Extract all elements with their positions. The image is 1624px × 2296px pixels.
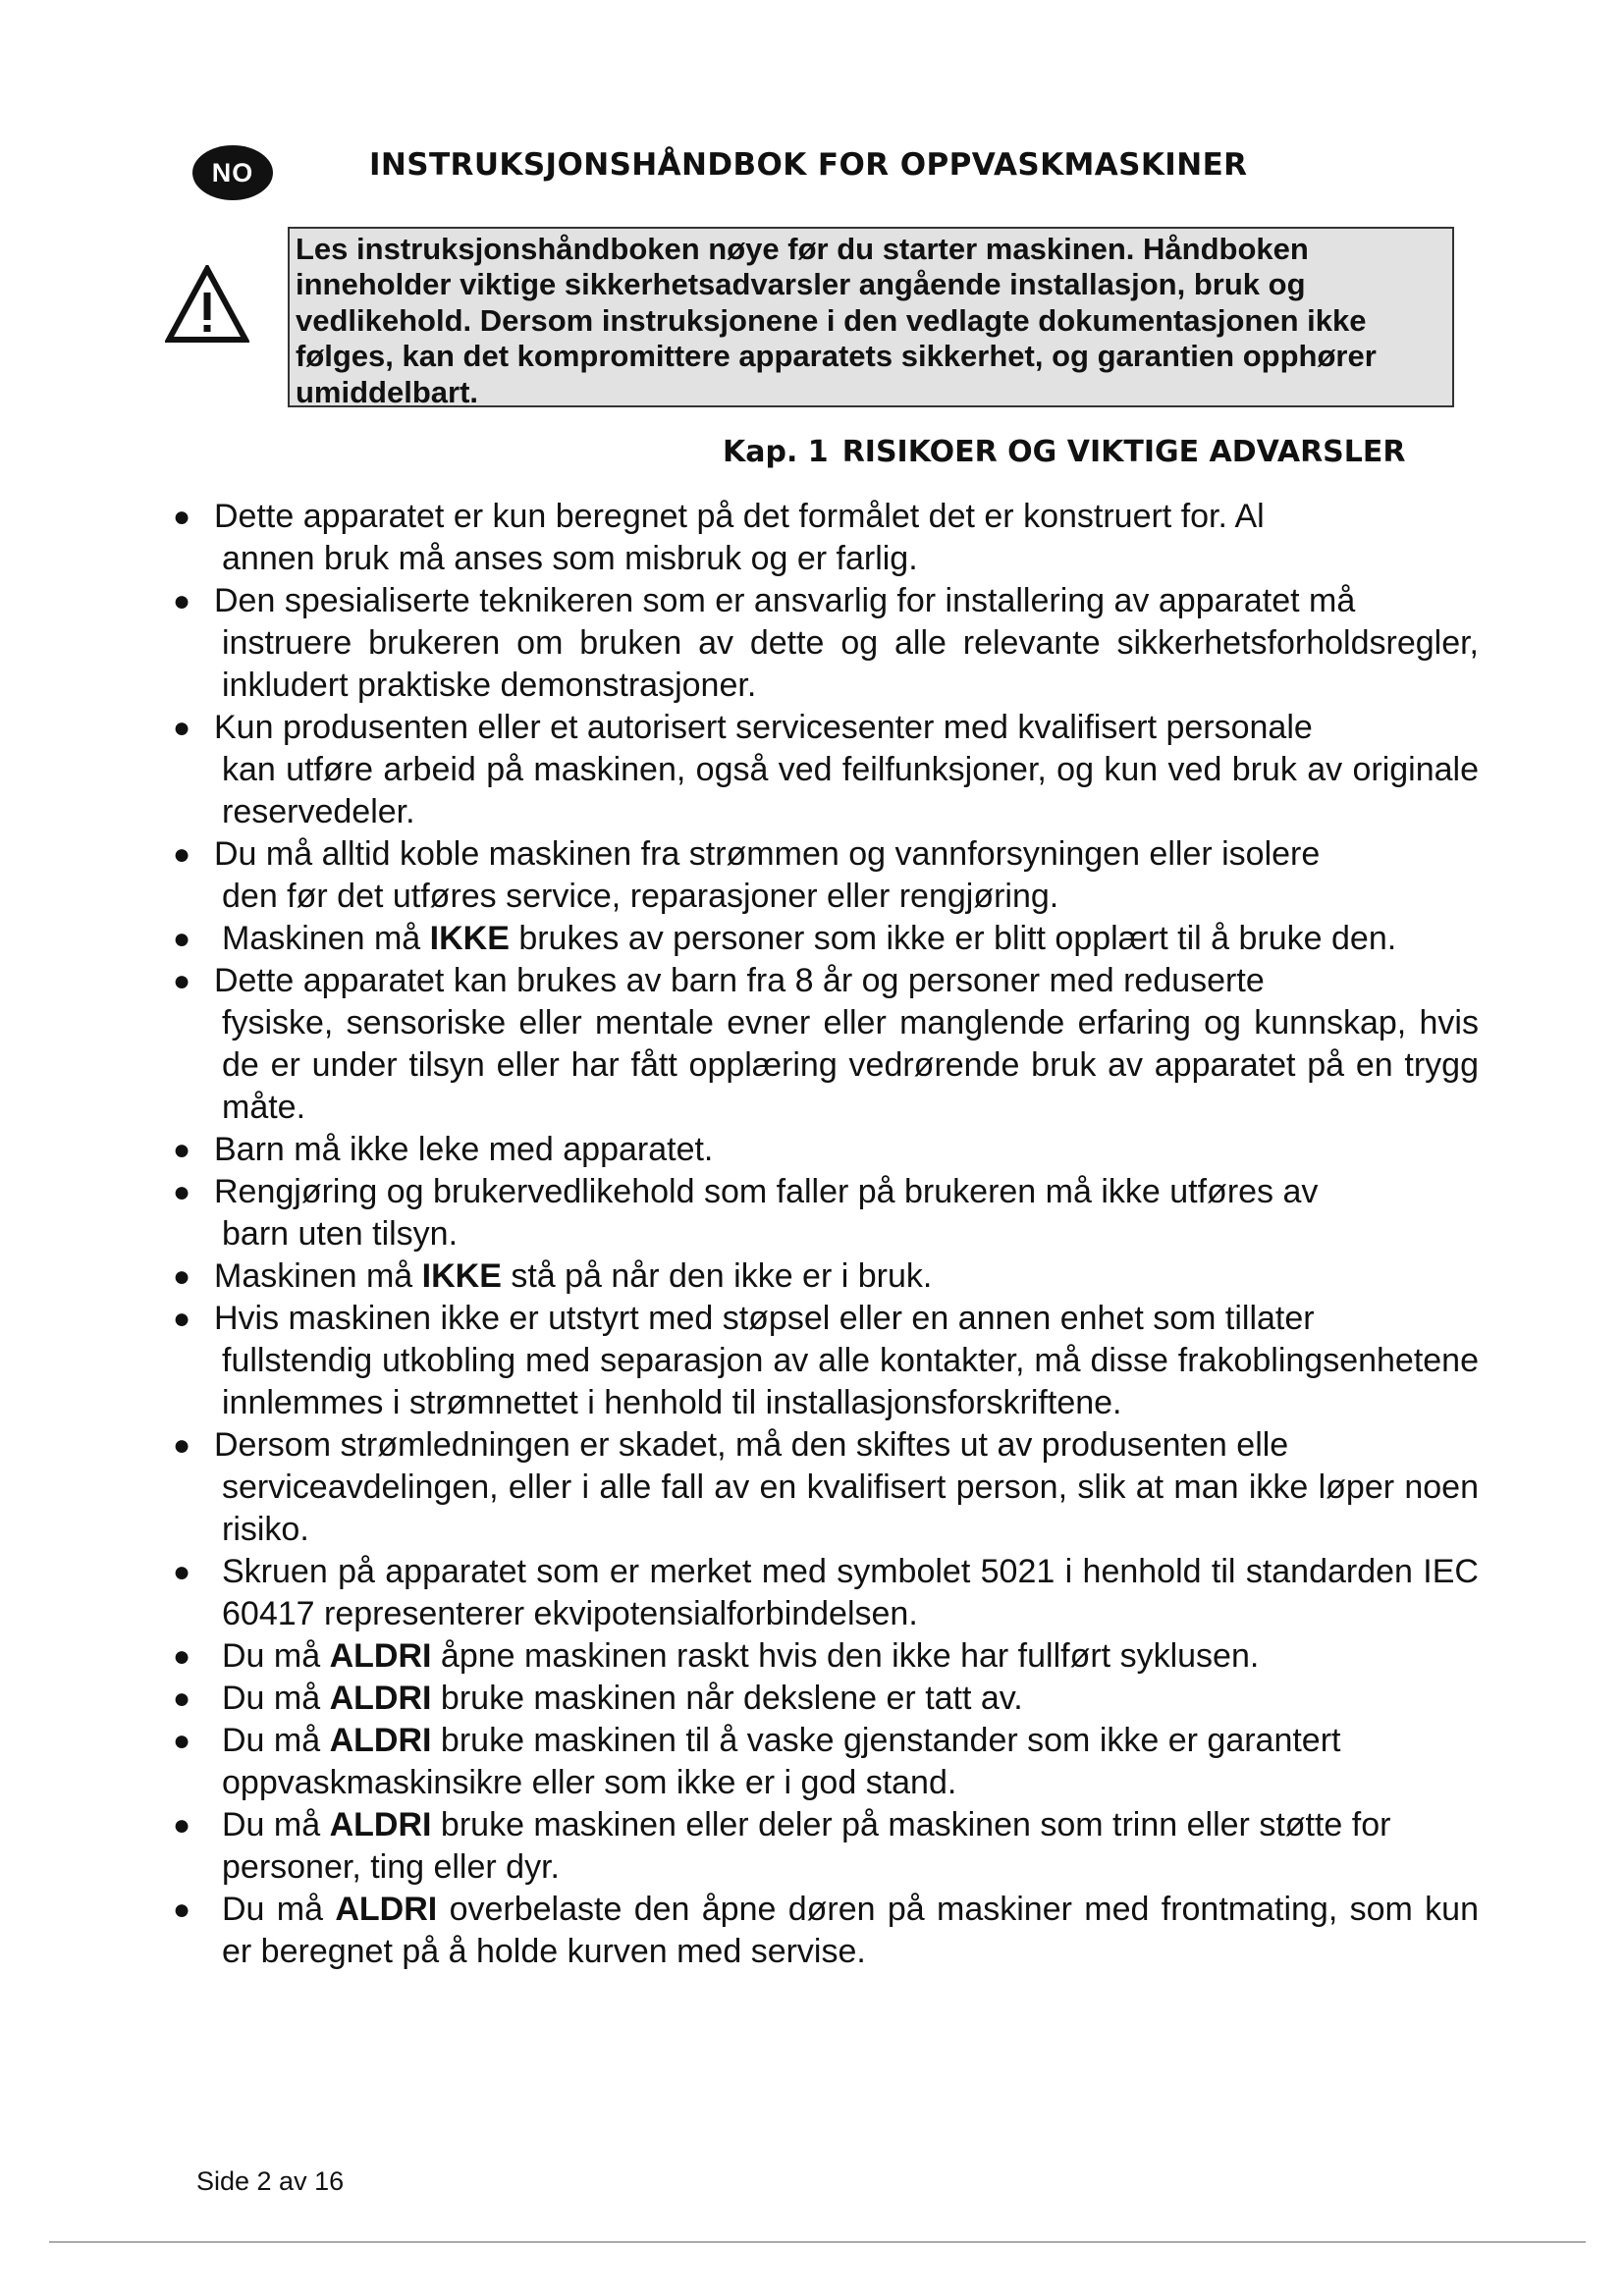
list-item-text: Maskinen må bbox=[222, 920, 430, 957]
list-item-continuation: annen bruk må anses som misbruk og er farlig. bbox=[222, 540, 918, 577]
bullet-icon: ● bbox=[173, 923, 191, 955]
bullet-icon: ● bbox=[173, 1682, 191, 1715]
bullet-icon: ● bbox=[173, 1894, 191, 1926]
list-item-continuation: fullstendig utkobling med separasjon av alle kontakter, må disse frakoblingsenhetene innlemmes i strømnettet i henhold til installasjonsforskriftene. bbox=[222, 1342, 1479, 1421]
bullet-icon: ● bbox=[173, 1176, 191, 1208]
footer-divider bbox=[49, 2241, 1586, 2243]
list-item-continuation: fysiske, sensoriske eller mentale evner eller manglende erfaring og kunnskap, hvis de er under tilsyn eller har fått opplæring vedrørende bruk av apparatet på en trygg måte. bbox=[222, 1004, 1479, 1126]
list-item-emphasis: ALDRI bbox=[335, 1891, 438, 1928]
chapter-number: Kap. 1 bbox=[723, 435, 829, 469]
list-item-text: Du må bbox=[222, 1680, 330, 1717]
list-item-first-line: Du må alltid koble maskinen fra strømmen og vannforsyningen eller isolere bbox=[214, 835, 1321, 873]
bullet-icon: ● bbox=[173, 585, 191, 617]
list-item-emphasis: ALDRI bbox=[329, 1806, 432, 1843]
list-item-continuation: serviceavdelingen, eller i alle fall av en kvalifisert person, slik at man ikke løper noen risiko. bbox=[222, 1468, 1479, 1548]
list-item-first-line: Den spesialiserte teknikeren som er ansvarlig for installering av apparatet må bbox=[214, 582, 1356, 619]
list-item-text: Skruen på apparatet som er merket med symbolet 5021 i henhold til standarden IEC 60417 representerer ekvipotensialforbindelsen. bbox=[222, 1553, 1479, 1632]
list-item bbox=[167, 1889, 1479, 1973]
bullet-icon: ● bbox=[173, 1303, 191, 1335]
list-item-text-end: overbelaste den åpne døren på maskiner med frontmating, som kun er beregnet på å holde kurven med servise. bbox=[222, 1891, 1479, 1970]
list-item bbox=[167, 1255, 1479, 1298]
list-item-first-line: Hvis maskinen ikke er utstyrt med støpsel eller en annen enhet som tillater bbox=[214, 1300, 1315, 1337]
list-item-text: Du må bbox=[222, 1891, 336, 1928]
list-item-emphasis: ALDRI bbox=[329, 1680, 432, 1717]
bullet-icon: ● bbox=[173, 712, 191, 744]
list-item bbox=[167, 833, 1479, 918]
list-item-text-end: bruke maskinen eller deler på maskinen som trinn eller støtte for personer, ting eller dyr. bbox=[222, 1806, 1391, 1886]
safety-rules-list bbox=[167, 496, 1479, 1973]
list-item bbox=[167, 918, 1479, 960]
list-item-text: Du må bbox=[222, 1806, 330, 1843]
list-item-continuation: den før det utføres service, reparasjoner eller rengjøring. bbox=[222, 878, 1059, 915]
list-item-text: Du må bbox=[222, 1637, 330, 1675]
bullet-icon: ● bbox=[173, 501, 191, 533]
list-item bbox=[167, 1551, 1479, 1635]
list-item bbox=[167, 1720, 1479, 1804]
list-item-text: Maskinen må bbox=[214, 1257, 422, 1295]
list-item bbox=[167, 1678, 1479, 1720]
list-item-continuation: kan utføre arbeid på maskinen, også ved feilfunksjoner, og kun ved bruk av originale reservedeler. bbox=[222, 751, 1479, 830]
list-item bbox=[167, 1298, 1479, 1424]
list-item-text-end: åpne maskinen raskt hvis den ikke har fullført syklusen. bbox=[431, 1637, 1260, 1675]
list-item bbox=[167, 496, 1479, 580]
list-item bbox=[167, 707, 1479, 833]
list-item bbox=[167, 1171, 1479, 1255]
list-item-text-end: bruke maskinen når dekslene er tatt av. bbox=[431, 1680, 1023, 1717]
list-item bbox=[167, 1424, 1479, 1551]
bullet-icon: ● bbox=[173, 1725, 191, 1757]
list-item bbox=[167, 960, 1479, 1129]
list-item bbox=[167, 1635, 1479, 1678]
list-item bbox=[167, 1804, 1479, 1889]
list-item-continuation: instruere brukeren om bruken av dette og alle relevante sikkerhetsforholdsregler, inkludert praktiske demonstrasjoner. bbox=[222, 624, 1479, 704]
bullet-icon: ● bbox=[173, 1429, 191, 1462]
list-item-text-end: bruke maskinen til å vaske gjenstander som ikke er garantert oppvaskmaskinsikre eller som ikke er i god stand. bbox=[222, 1722, 1341, 1801]
bullet-icon: ● bbox=[173, 1809, 191, 1842]
document-title: INSTRUKSJONSHÅNDBOK FOR OPPVASKMASKINER bbox=[369, 147, 1248, 183]
chapter-heading bbox=[723, 435, 1405, 469]
list-item-continuation: barn uten tilsyn. bbox=[222, 1215, 459, 1253]
page-number: Side 2 av 16 bbox=[196, 2166, 345, 2196]
bullet-icon: ● bbox=[173, 1260, 191, 1293]
bullet-icon: ● bbox=[173, 1640, 191, 1673]
safety-warning-box: Les instruksjonshåndboken nøye før du starter maskinen. Håndboken inneholder viktige sikkerhetsadvarsler angående installasjon, bruk og vedlikehold. Dersom instruksjonene i den vedlagte dokumentasjonen ikke følges, kan det kompromittere apparatets sikkerhet, og garantien opphører umiddelbart. bbox=[288, 227, 1454, 407]
list-item bbox=[167, 580, 1479, 707]
bullet-icon: ● bbox=[173, 838, 191, 871]
list-item-text-end: stå på når den ikke er i bruk. bbox=[501, 1257, 933, 1295]
bullet-icon: ● bbox=[173, 1134, 191, 1166]
list-item-first-line: Dersom strømledningen er skadet, må den skiftes ut av produsenten elle bbox=[214, 1426, 1289, 1464]
list-item-first-line: Dette apparatet kan brukes av barn fra 8 år og personer med reduserte bbox=[214, 962, 1265, 999]
list-item-first-line: Dette apparatet er kun beregnet på det formålet det er konstruert for. Al bbox=[214, 498, 1265, 535]
bullet-icon: ● bbox=[173, 1556, 191, 1588]
list-item-text-end: brukes av personer som ikke er blitt opplært til å bruke den. bbox=[509, 920, 1397, 957]
list-item-emphasis: ALDRI bbox=[329, 1722, 432, 1759]
list-item-emphasis: ALDRI bbox=[329, 1637, 432, 1675]
bullet-icon: ● bbox=[173, 965, 191, 997]
list-item-emphasis: IKKE bbox=[421, 1257, 502, 1295]
warning-triangle-icon bbox=[165, 265, 249, 344]
list-item bbox=[167, 1129, 1479, 1171]
list-item-first-line: Rengjøring og brukervedlikehold som faller på brukeren må ikke utføres av bbox=[214, 1173, 1319, 1210]
list-item-emphasis: IKKE bbox=[429, 920, 510, 957]
language-badge: NO bbox=[192, 145, 273, 200]
list-item-first-line: Kun produsenten eller et autorisert servicesenter med kvalifisert personale bbox=[214, 709, 1313, 746]
list-item-first-line: Barn må ikke leke med apparatet. bbox=[214, 1131, 714, 1168]
chapter-title: RISIKOER OG VIKTIGE ADVARSLER bbox=[841, 435, 1406, 469]
list-item-text: Du må bbox=[222, 1722, 330, 1759]
